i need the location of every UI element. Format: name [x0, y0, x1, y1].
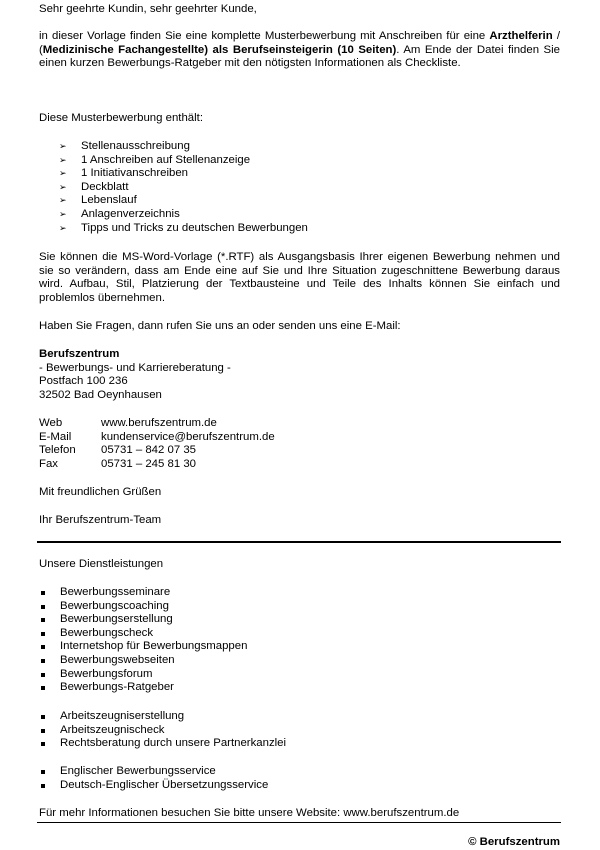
list-item — [39, 640, 247, 654]
list-item — [59, 194, 308, 208]
list-item-label: Bewerbungsforum — [60, 667, 153, 680]
arrow-bullet-icon: ➢ — [59, 222, 67, 233]
contact-row-email — [39, 431, 339, 445]
arrow-bullet-icon: ➢ — [59, 208, 67, 219]
email-link[interactable]: kundenservice@berufszentrum.de — [101, 430, 275, 443]
list-item-label: Bewerbungswebseiten — [60, 653, 175, 666]
arrow-bullet-icon: ➢ — [59, 195, 67, 206]
list-item-label: Rechtsberatung durch unsere Partnerkanzlei — [60, 737, 287, 750]
list-item — [59, 167, 308, 181]
contents-list — [59, 140, 308, 235]
contact-label: Fax — [39, 457, 58, 470]
square-bullet-icon — [41, 632, 45, 636]
contact-row-phone — [39, 444, 339, 458]
list-item-label: Lebenslauf — [81, 194, 137, 207]
list-item-label: 1 Initiativanschreiben — [81, 167, 189, 180]
square-bullet-icon — [41, 784, 45, 788]
intro-paragraph — [39, 30, 560, 71]
list-item-label: Bewerbungscheck — [60, 626, 154, 639]
contact-block — [39, 417, 339, 471]
contact-label: Telefon — [39, 444, 76, 457]
square-bullet-icon — [41, 729, 45, 733]
contact-row-fax — [39, 458, 339, 472]
arrow-bullet-icon: ➢ — [59, 154, 67, 165]
list-item — [39, 765, 268, 779]
company-tagline: - Bewerbungs- und Karriereberatung - — [39, 361, 231, 374]
list-item-label: 1 Anschreiben auf Stellenanzeige — [81, 153, 251, 166]
list-item — [39, 600, 247, 614]
list-item — [59, 222, 308, 236]
square-bullet-icon — [41, 770, 45, 774]
greeting: Sehr geehrte Kundin, sehr geehrter Kunde, — [39, 3, 257, 15]
square-bullet-icon — [41, 618, 45, 622]
list-item-label: Bewerbungsseminare — [60, 586, 171, 598]
list-item-label: Deutsch-Englischer Übersetzungsservice — [60, 778, 269, 791]
questions-text: Haben Sie Fragen, dann rufen Sie uns an oder senden uns eine E-Mail: — [39, 320, 401, 332]
list-item — [39, 654, 247, 668]
square-bullet-icon — [41, 645, 45, 649]
list-item-label: Anlagenverzeichnis — [81, 207, 180, 220]
list-item-label: Stellenausschreibung — [81, 140, 190, 152]
company-name: Berufszentrum — [39, 348, 120, 360]
list-item — [59, 154, 308, 168]
list-item-label: Bewerbungserstellung — [60, 613, 173, 626]
square-bullet-icon — [41, 673, 45, 677]
intro-bold-arzthelferin: Arzthelferin — [489, 30, 553, 42]
list-item-label: Deckblatt — [81, 180, 129, 193]
list-item — [39, 668, 247, 682]
list-item-label: Bewerbungscoaching — [60, 599, 169, 612]
square-bullet-icon — [41, 659, 45, 663]
list-item — [39, 627, 247, 641]
list-item — [39, 613, 247, 627]
intro-text-3: . Am Ende der Datei finden Sie einen kurzen Bewerbungs-Ratgeber mit den nötigsten Informationen als Checkliste. — [39, 43, 560, 70]
arrow-bullet-icon: ➢ — [59, 141, 67, 151]
phone-number: 05731 – 842 07 35 — [101, 444, 197, 457]
list-item-label: Internetshop für Bewerbungsmappen — [60, 640, 248, 653]
usage-paragraph: Sie können die MS-Word-Vorlage (*.RTF) als Ausgangsbasis Ihrer eigenen Bewerbung nehmen und sie so verändern, dass am Ende eine auf Sie und Ihre Situation zugeschnittene Bewerbung daraus wird. Aufbau, Stil, Platzierung der Textbausteine und Teile des Inhalts können Sie einfach und problemlos übernehmen. — [39, 251, 560, 304]
arrow-bullet-icon: ➢ — [59, 181, 67, 192]
city: 32502 Bad Oeynhausen — [39, 388, 162, 401]
postbox: Postfach 100 236 — [39, 375, 128, 388]
list-item — [59, 140, 308, 154]
services-list-1 — [39, 586, 247, 695]
section-divider — [37, 541, 561, 543]
list-item — [39, 779, 268, 793]
list-item — [39, 724, 286, 738]
services-heading: Unsere Dienstleistungen — [39, 558, 164, 570]
services-list-2 — [39, 710, 286, 751]
list-item — [39, 681, 247, 695]
fax-number: 05731 – 245 81 30 — [101, 457, 197, 470]
square-bullet-icon — [41, 591, 45, 595]
services-list-3 — [39, 765, 268, 792]
address-block — [39, 348, 231, 402]
intro-text-1: in dieser Vorlage finden Sie eine komplette Musterbewerbung mit Anschreiben für eine — [39, 30, 490, 42]
list-item-label: Bewerbungs-Ratgeber — [60, 681, 174, 694]
footer-divider — [37, 822, 561, 823]
square-bullet-icon — [41, 686, 45, 690]
copyright-notice: © Berufszentrum — [468, 836, 560, 848]
list-item-label: Arbeitszeugniserstellung — [60, 710, 185, 722]
list-item-label: Arbeitszeugnischeck — [60, 723, 165, 736]
list-item — [39, 586, 247, 600]
website-link[interactable]: www.berufszentrum.de — [101, 417, 217, 429]
list-item — [59, 181, 308, 195]
list-item — [39, 710, 286, 724]
list-item — [39, 737, 286, 751]
square-bullet-icon — [41, 605, 45, 609]
contact-row-web — [39, 417, 339, 431]
website-note: Für mehr Informationen besuchen Sie bitte unsere Website: www.berufszentrum.de — [39, 807, 460, 819]
intro-bold-title: Medizinische Fachangestellte) als Berufseinsteigerin (10 Seiten) — [42, 43, 397, 56]
arrow-bullet-icon: ➢ — [59, 168, 67, 179]
contact-label: Web — [39, 417, 63, 429]
list-item-label: Englischer Bewerbungsservice — [60, 765, 216, 777]
closing-text: Mit freundlichen Grüßen — [39, 486, 162, 498]
contact-label: E-Mail — [39, 430, 72, 443]
square-bullet-icon — [41, 715, 45, 719]
list-item — [59, 208, 308, 222]
contents-heading: Diese Musterbewerbung enthält: — [39, 112, 203, 124]
list-item-label: Tipps und Tricks zu deutschen Bewerbungen — [81, 221, 308, 234]
intro-text-2: / ( — [39, 30, 560, 56]
signature-text: Ihr Berufszentrum-Team — [39, 514, 162, 526]
square-bullet-icon — [41, 742, 45, 746]
